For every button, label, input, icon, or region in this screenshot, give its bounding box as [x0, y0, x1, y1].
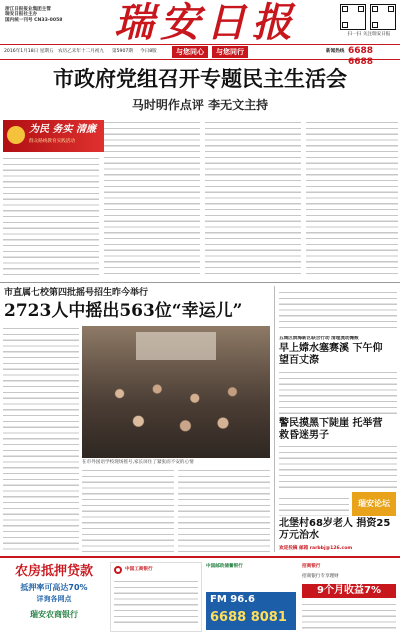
- sidebar-item1-title: 早上嫦水塞赛溪 下午仰望百丈漈: [279, 343, 383, 366]
- ad-icbc: [110, 562, 202, 632]
- sidebar-ad-label: 瑞安论坛: [358, 499, 390, 508]
- ad-postal: [204, 562, 298, 632]
- second-headline: 2723人中摇出563位“幸运儿”: [4, 301, 243, 321]
- photo-screen: [136, 332, 216, 360]
- qr-code-masthead: [340, 4, 366, 30]
- lead-body-col-2: [104, 120, 200, 278]
- sidebar-item3-title: 北堡村68岁老人 捐资25万元治水: [279, 518, 391, 541]
- ad-cmb-sub: 招商银行专享理财: [302, 574, 339, 579]
- ad-cmb-name: 招商银行: [302, 564, 321, 569]
- masthead: [0, 0, 400, 67]
- ad-mortgage-bank: 瑞安农商银行: [30, 610, 78, 619]
- lottery-photo: [82, 326, 270, 458]
- lead-body-col-1: [3, 156, 99, 278]
- sidebar-divider: [274, 286, 275, 552]
- sidebar-item2-title: 警民摸黑下陡崖 托举营救昏迷男子: [279, 418, 383, 441]
- page-count: 今日8版: [140, 49, 157, 54]
- ad-mortgage-sub2: 详询各网点: [36, 595, 72, 603]
- sidebar-contact: 欢迎投稿 邮箱 rarbbj@126.com: [279, 546, 353, 551]
- issue-date: 2016年1月18日 星期五: [4, 49, 54, 54]
- lead-headline: 市政府党组召开专题民主生活会: [53, 66, 347, 91]
- lead-body-col-3: [205, 120, 301, 278]
- second-body-col-2: [82, 468, 174, 552]
- masthead-line-2: 瑞安日报社主办: [5, 12, 38, 18]
- qr-caption: 扫一扫 关注瑞安日报: [347, 32, 391, 37]
- date-bar: [0, 44, 400, 67]
- ad-cmb-text: [302, 602, 396, 630]
- lunar-date: 农历乙未年十二月初九: [58, 49, 104, 54]
- banner-subtext: 群众路线教育实践活动: [29, 139, 75, 144]
- ad-mortgage-title: 农房抵押贷款: [14, 564, 93, 579]
- issue-number: 第5907期: [112, 49, 133, 54]
- masthead-line-3: 国内统一刊号 CN33-0058: [5, 17, 63, 23]
- sidebar-brief-text: [279, 290, 397, 332]
- ad-icbc-text: [114, 579, 198, 627]
- second-body-col-3: [178, 468, 270, 552]
- ad-fm-box: [206, 592, 296, 630]
- sidebar-ad-box: [352, 492, 396, 516]
- phone-label: 新闻热线: [326, 49, 345, 54]
- ad-mortgage: [2, 562, 106, 632]
- photo-crowd: [82, 366, 270, 458]
- newspaper-logo: 瑞安日报: [114, 0, 298, 46]
- sidebar-item3-body: [279, 496, 349, 516]
- section-divider: [0, 282, 400, 283]
- lead-body-col-4: [306, 120, 398, 278]
- ad-mortgage-sub: 抵押率可高达70%: [20, 583, 88, 592]
- slogan-1: 与您同心: [172, 46, 208, 58]
- ad-cmb: [300, 562, 398, 632]
- banner-text: 为民 务实 清廉: [29, 124, 96, 135]
- lead-subhead: 马时明作点评 李无文主持: [131, 98, 269, 112]
- party-emblem-icon: [7, 126, 25, 144]
- ad-phone2: 6688 8081: [210, 610, 287, 625]
- hotline-number: 6688 6688: [348, 46, 374, 67]
- masthead-line-1: 浙江日报报业集团主管: [5, 7, 51, 12]
- ad-icbc-name: 中国工商银行: [125, 567, 153, 572]
- ad-postal-name: 中国邮政储蓄银行: [206, 564, 243, 569]
- lead-banner-image: [3, 120, 105, 152]
- sidebar-item1-body: [279, 370, 397, 414]
- second-kicker: 市直属七校第四批摇号招生昨今举行: [4, 288, 149, 298]
- sidebar-item1-kicker: 五城区滨海新区联合行动 清理流动摊贩: [279, 336, 359, 341]
- second-body-col-1: [3, 326, 79, 552]
- masthead-left-info: [5, 7, 69, 23]
- photo-caption: 在市外国语学校现场摇号,家长屏住了紧张而不安的心情: [82, 460, 194, 465]
- slogan-2: 与您同行: [212, 46, 248, 58]
- icbc-logo-icon: [114, 566, 122, 574]
- ads-strip: [0, 556, 400, 636]
- qr-code-masthead-2: [370, 4, 396, 30]
- ad-cmb-rate: 9个月收益7%: [302, 584, 396, 598]
- ad-fm: FM 96.6: [210, 594, 255, 605]
- sidebar-item2-body: [279, 444, 397, 492]
